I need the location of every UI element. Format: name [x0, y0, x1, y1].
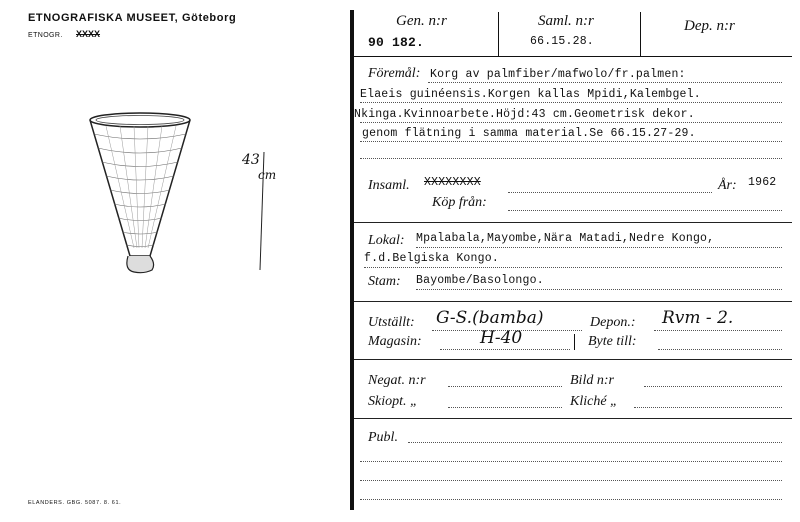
dotted-rule: [654, 330, 782, 331]
etnogr-label: ETNOGR.: [28, 32, 63, 39]
header-separator-2: [640, 12, 641, 56]
stam-value: Bayombe/Basolongo.: [416, 274, 544, 287]
dotted-rule: [364, 267, 782, 268]
dotted-rule: [448, 386, 562, 387]
publ-label: Publ.: [368, 430, 398, 445]
saml-nr-label: Saml. n:r: [538, 13, 594, 29]
museum-name: ETNOGRAFISKA MUSEET, Göteborg: [28, 12, 237, 24]
foremal-label: Föremål:: [368, 66, 421, 81]
gen-nr-value: 90 182.: [368, 35, 425, 50]
header-bottom-rule: [354, 56, 792, 57]
etnogr-struck-number: XXXX: [76, 29, 101, 39]
dotted-rule: [360, 141, 782, 142]
lokal-line-1: Mpalabala,Mayombe,Nära Matadi,Nedre Kongo,: [416, 232, 715, 245]
dotted-rule: [644, 386, 782, 387]
dotted-rule: [440, 349, 570, 350]
section-rule: [354, 359, 792, 360]
card-divider: [350, 10, 354, 510]
dotted-rule: [658, 349, 782, 350]
foremal-line-2: Elaeis guinéensis.Korgen kallas Mpidi,Kalembgel.: [360, 88, 701, 101]
dotted-rule: [428, 82, 782, 83]
depon-value: Rvm - 2.: [662, 308, 734, 328]
printer-line: ELANDERS. GBG. 5087. 8. 61.: [28, 500, 122, 506]
height-annotation-unit: cm: [258, 168, 277, 182]
kop-fran-label: Köp från:: [432, 195, 487, 210]
dotted-rule: [416, 247, 782, 248]
gen-nr-label: Gen. n:r: [396, 13, 447, 29]
dotted-rule: [360, 102, 782, 103]
kliche-label: Kliché „: [570, 394, 618, 409]
dotted-rule: [360, 499, 782, 500]
ar-label: År:: [718, 178, 737, 193]
depon-label: Depon.:: [590, 315, 636, 330]
byte-till-label: Byte till:: [588, 334, 637, 349]
utstallt-label: Utställt:: [368, 315, 415, 330]
dotted-rule: [408, 442, 782, 443]
section-rule: [354, 222, 792, 223]
dotted-rule: [634, 407, 782, 408]
saml-nr-value: 66.15.28.: [530, 35, 594, 48]
dotted-rule: [416, 289, 782, 290]
dotted-rule: [508, 210, 782, 211]
dotted-rule: [508, 192, 712, 193]
insaml-label: Insaml.: [368, 178, 410, 193]
basket-sketch: [82, 108, 212, 283]
utstallt-value: G-S.(bamba): [436, 308, 544, 328]
section-rule: [354, 418, 792, 419]
stam-label: Stam:: [368, 274, 401, 289]
lokal-line-2: f.d.Belgiska Kongo.: [364, 252, 499, 265]
magasin-value: H-40: [480, 328, 523, 348]
dotted-rule: [360, 480, 782, 481]
section-rule: [354, 301, 792, 302]
dotted-rule: [360, 461, 782, 462]
header-separator-1: [498, 12, 499, 56]
negat-label: Negat. n:r: [368, 373, 426, 388]
dotted-rule: [360, 122, 782, 123]
lokal-label: Lokal:: [368, 233, 405, 248]
foremal-line-4: genom flätning i samma material.Se 66.15.27-29.: [362, 127, 696, 140]
skiopt-label: Skiopt. „: [368, 394, 418, 409]
magasin-label: Magasin:: [368, 334, 422, 349]
dep-nr-label: Dep. n:r: [684, 18, 735, 34]
magasin-separator: [574, 334, 575, 350]
foremal-line-3: Nkinga.Kvinnoarbete.Höjd:43 cm.Geometrisk dekor.: [354, 108, 695, 121]
dotted-rule: [360, 158, 782, 159]
height-annotation-value: 43: [242, 152, 260, 168]
bild-label: Bild n:r: [570, 373, 614, 388]
dotted-rule: [448, 407, 562, 408]
foremal-line-1: Korg av palmfiber/mafwolo/fr.palmen:: [430, 68, 686, 81]
ar-value: 1962: [748, 176, 777, 189]
insaml-struck-value: XXXXXXXX: [424, 176, 481, 189]
